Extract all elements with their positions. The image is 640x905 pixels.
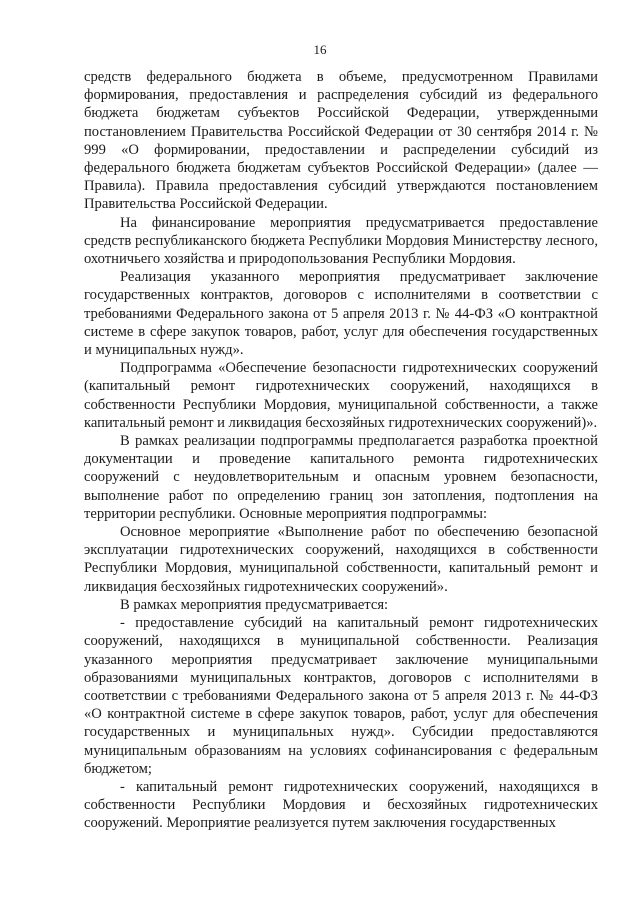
document-body: [84, 68, 598, 833]
paragraph: - предоставление субсидий на капитальный ремонт гидротехнических сооружений, находящихся в муниципальной собственности. Реализация указанного мероприятия предусматривает заключение муниципальными образованиями муниципальных контрактов, договоров с исполнителями в соответствии с требованиями Федерального закона от 5 апреля 2013 г. № 44-ФЗ «О контрактной системе в сфере закупок товаров, работ, услуг для обеспечения государственных и муниципальных нужд». Субсидии предоставляются муниципальным образованиям на условиях софинансирования с федеральным бюджетом;: [84, 615, 598, 777]
paragraph: На финансирование мероприятия предусматривается предоставление средств республиканского бюджета Республики Мордовия Министерству лесного, охотничьего хозяйства и природопользования Республики Мордовия.: [84, 214, 598, 268]
paragraph: В рамках мероприятия предусматривается:: [120, 596, 389, 613]
paragraph: Реализация указанного мероприятия предусматривает заключение государственных контрактов, договоров с исполнителями в соответствии с требованиями Федерального закона от 5 апреля 2013 г. № 44-ФЗ «О контрактной системе в сфере закупок товаров, работ, услуг для обеспечения государственных и муниципальных нужд».: [84, 269, 598, 359]
page-number: 16: [313, 42, 327, 57]
paragraph: - капитальный ремонт гидротехнических сооружений, находящихся в собственности Республики Мордовия и бесхозяйных гидротехнических сооружений. Мероприятие реализуется путем заключения государственных: [84, 778, 598, 832]
paragraph: В рамках реализации подпрограммы предполагается разработка проектной документации и проведение капитального ремонта гидротехнических сооружений с неудовлетворительным и опасным уровнем безопасности, выполнение работ по определению границ зон затопления, подтопления на территории республики. Основные мероприятия подпрограммы:: [84, 433, 598, 522]
paragraph: Подпрограмма «Обеспечение безопасности гидротехнических сооружений (капитальный ремонт гидротехнических сооружений, находящихся в собственности Республики Мордовия, муниципальной собственности, а также капитальный ремонт и ликвидация бесхозяйных гидротехнических сооружений)».: [84, 360, 598, 431]
paragraph: средств федерального бюджета в объеме, предусмотренном Правилами формирования, предоставления и распределения субсидий из федерального бюджета бюджетам субъектов Российской Федерации, утвержденными постановлением Правительства Российской Федерации от 30 сентября 2014 г. № 999 «О формировании, предоставлении и распределении субсидий из федерального бюджета бюджетам субъектов Российской Федерации» (далее — Правила). Правила предоставления субсидий утверждаются постановлением Правительства Российской Федерации.: [84, 69, 598, 213]
paragraph: Основное мероприятие «Выполнение работ по обеспечению безопасной эксплуатации гидротехнических сооружений, находящихся в собственности Республики Мордовия, муниципальной собственности, капитальный ремонт и ликвидация бесхозяйных гидротехнических сооружений».: [84, 524, 598, 595]
